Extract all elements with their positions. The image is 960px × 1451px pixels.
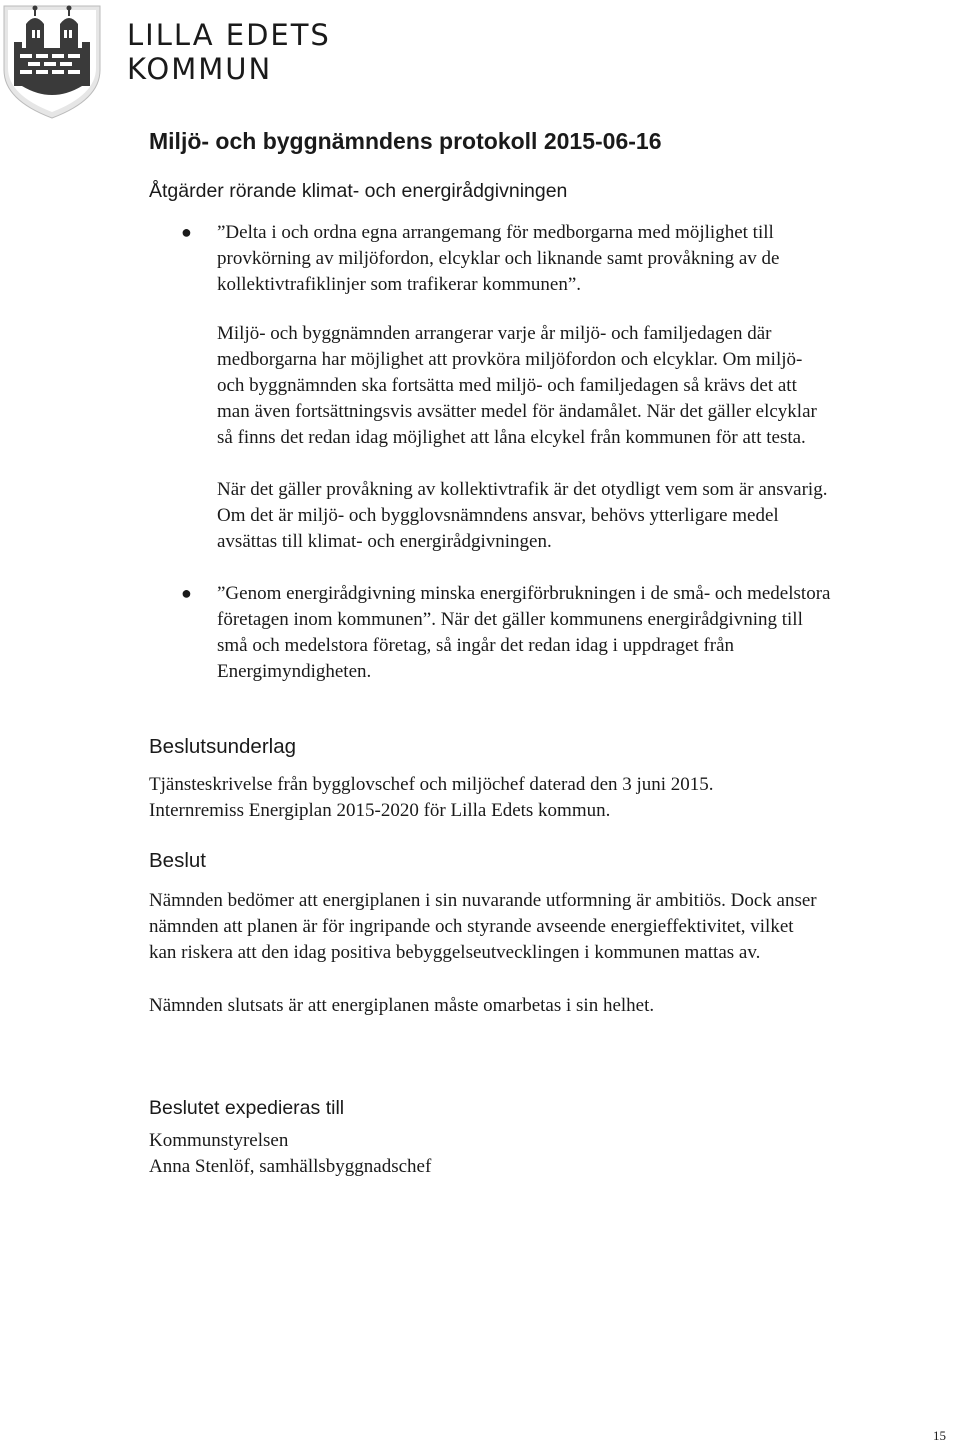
- text-line: ”Delta i och ordna egna arrangemang för medborgarna med möjlighet till: [217, 222, 774, 243]
- document-title: Miljö- och byggnämndens protokoll 2015-06-16: [149, 128, 662, 154]
- text-line: Om det är miljö- och bygglovsnämndens ansvar, behövs ytterligare medel: [217, 505, 779, 526]
- beslut-conclusion: [149, 993, 939, 1019]
- text-line: När det gäller provåkning av kollektivtrafik är det otydligt vem som är ansvarig.: [217, 479, 828, 500]
- text-line: små och medelstora företag, så ingår det redan idag i uppdraget från: [217, 635, 735, 656]
- text-line: Energimyndigheten.: [217, 661, 372, 682]
- coat-of-arms-icon: [0, 0, 110, 120]
- text-line: kan riskera att den idag positiva bebyggelseutvecklingen i kommunen mattas av.: [149, 942, 761, 963]
- bullet-dot-icon: ●: [181, 222, 192, 242]
- response-paragraph: [217, 477, 960, 555]
- text-line: medborgarna har möjlighet att provköra miljöfordon och elcyklar. Om miljö-: [217, 349, 803, 370]
- text-line: Internremiss Energiplan 2015-2020 för Lilla Edets kommun.: [149, 800, 611, 821]
- text-line: kollektivtrafiklinjer som trafikerar kommunen”.: [217, 274, 582, 295]
- beslut-paragraph: [149, 888, 939, 966]
- bullet-item: [217, 581, 960, 685]
- text-line: och byggnämnden ska fortsätta med miljö- och familjedagen så krävs det att: [217, 375, 797, 396]
- logo-line-1: LILLA EDETS: [127, 18, 331, 52]
- expedieras-list: [149, 1128, 939, 1180]
- recipient: Anna Stenlöf, samhällsbyggnadschef: [149, 1156, 432, 1177]
- logo-line-2: KOMMUN: [127, 52, 273, 86]
- municipality-name: [127, 18, 331, 86]
- recipient: Kommunstyrelsen: [149, 1130, 289, 1151]
- text-line: Nämnden bedömer att energiplanen i sin nuvarande utformning är ambitiös. Dock anser: [149, 890, 817, 911]
- text-line: företagen inom kommunen”. När det gäller kommunens energirådgivning till: [217, 609, 803, 630]
- text-line: Tjänsteskrivelse från bygglovschef och miljöchef daterad den 3 juni 2015.: [149, 774, 714, 795]
- section-heading: Åtgärder rörande klimat- och energirådgivningen: [149, 180, 568, 202]
- expedieras-heading: Beslutet expedieras till: [149, 1097, 345, 1119]
- bullet-dot-icon: ●: [181, 583, 192, 603]
- bullet-item: [217, 220, 960, 298]
- beslutsunderlag-list: [149, 772, 939, 824]
- text-line: man även fortsättningsvis avsätter medel för ändamålet. När det gäller elcyklar: [217, 401, 817, 422]
- text-line: så finns det redan idag möjlighet att låna elcykel från kommunen för att testa.: [217, 427, 806, 448]
- text-line: nämnden att planen är för ingripande och styrande avseende energieffektivitet, vilket: [149, 916, 794, 937]
- text-line: avsättas till klimat- och energirådgivningen.: [217, 531, 552, 552]
- response-paragraph: [217, 321, 960, 451]
- page-number: 15: [933, 1428, 946, 1443]
- beslut-heading: Beslut: [149, 849, 206, 872]
- text-line: Miljö- och byggnämnden arrangerar varje år miljö- och familjedagen där: [217, 323, 772, 344]
- municipality-logo: [0, 0, 331, 120]
- text-line: provkörning av miljöfordon, elcyklar och liknande samt provåkning av de: [217, 248, 780, 269]
- beslutsunderlag-heading: Beslutsunderlag: [149, 735, 297, 758]
- text-line: Nämnden slutsats är att energiplanen måste omarbetas i sin helhet.: [149, 995, 655, 1016]
- text-line: ”Genom energirådgivning minska energiförbrukningen i de små- och medelstora: [217, 583, 831, 604]
